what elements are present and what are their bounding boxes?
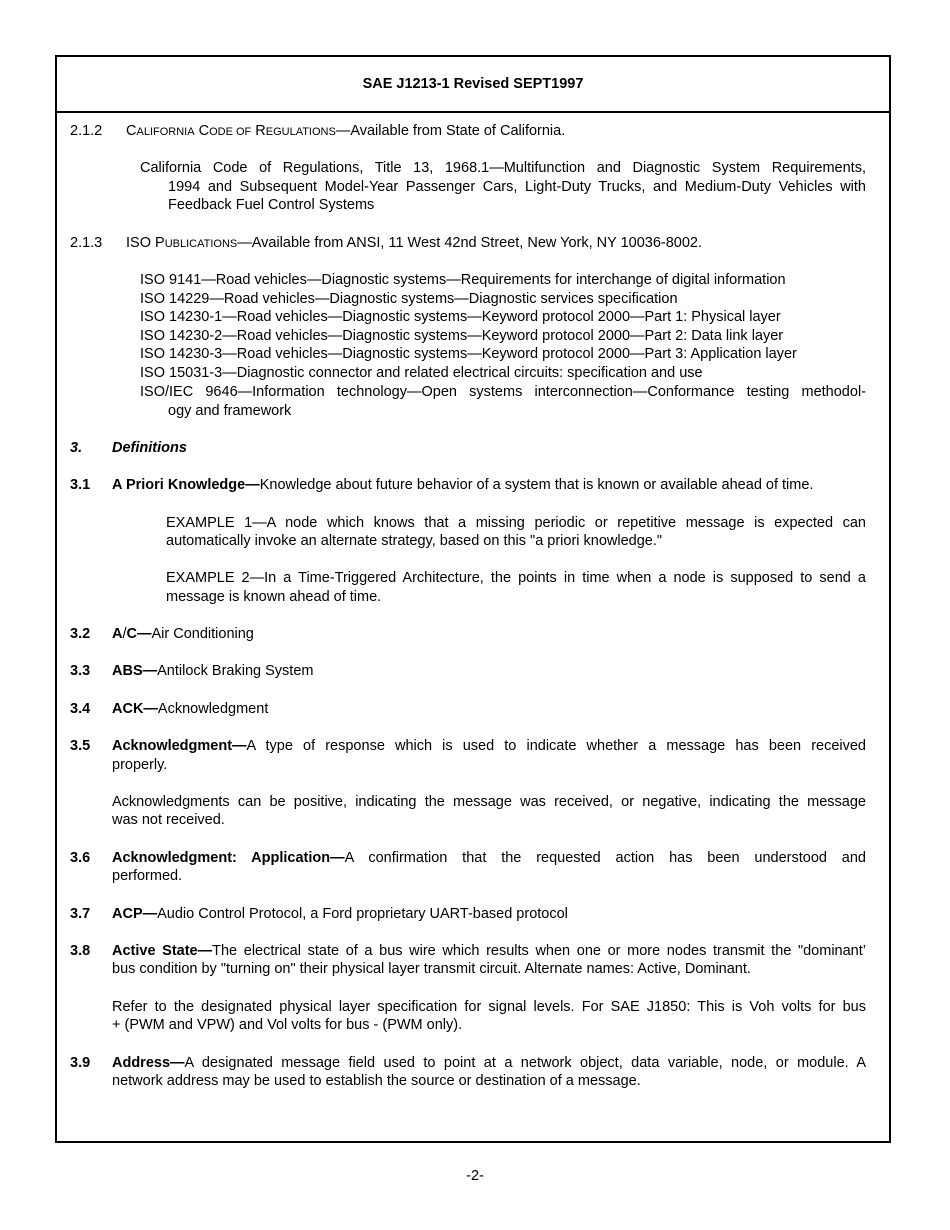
definition-number: 3.1 [70, 477, 91, 493]
definition-entry: Acknowledgment: Application—A confirmation that the requested action has been understood and [112, 850, 866, 866]
definition-text: Acknowledgments can be positive, indicating the message was received, or negative, indicating the message [112, 794, 866, 810]
document-header [57, 57, 889, 113]
definition-entry: Active State—The electrical state of a bus wire which results when one or more nodes transmit the "dominant’ [112, 943, 866, 959]
reference-item: ISO 9141—Road vehicles—Diagnostic systems—Requirements for interchange of digital information [140, 272, 786, 288]
section-number: 3. [70, 440, 83, 456]
definition-number: 3.8 [70, 943, 91, 959]
section-heading: CALIFORNIA CODE OF REGULATIONS—Available from State of California. [126, 123, 566, 139]
definition-entry: ACP—Audio Control Protocol, a Ford proprietary UART-based protocol [112, 906, 568, 922]
reference-item: ISO/IEC 9646—Information technology—Open systems interconnection—Conformance testing methodol- [140, 384, 866, 400]
definition-entry: ABS—Antilock Braking System [112, 663, 314, 679]
reference-item: ISO 14230-2—Road vehicles—Diagnostic systems—Keyword protocol 2000—Part 2: Data link layer [140, 328, 784, 344]
definition-number: 3.7 [70, 906, 91, 922]
definition-number: 3.4 [70, 701, 91, 717]
section-number: 2.1.3 [70, 235, 103, 251]
reference-item: ISO 14229—Road vehicles—Diagnostic systems—Diagnostic services specification [140, 291, 678, 307]
definition-text: bus condition by "turning on" their physical layer transmit circuit. Alternate names: Active, Dominant. [112, 961, 751, 977]
definition-number: 3.5 [70, 738, 91, 754]
section-number: 2.1.2 [70, 123, 103, 139]
section-title: Definitions [112, 440, 187, 456]
example-text: EXAMPLE 2—In a Time-Triggered Architecture, the points in time when a node is supposed to send a [166, 570, 866, 586]
document-title: SAE J1213-1 Revised SEPT1997 [362, 76, 584, 92]
definition-text: + (PWM and VPW) and Vol volts for bus - (PWM only). [112, 1017, 463, 1033]
reference-item: ISO 15031-3—Diagnostic connector and related electrical circuits: specification and use [140, 365, 703, 381]
definition-number: 3.3 [70, 663, 91, 679]
page-number: -2- [466, 1168, 484, 1184]
example-text: automatically invoke an alternate strategy, based on this "a priori knowledge." [166, 533, 663, 549]
definition-entry: Address—A designated message field used to point at a network object, data variable, node, or module. A [112, 1055, 866, 1071]
reference-item: ISO 14230-3—Road vehicles—Diagnostic systems—Keyword protocol 2000—Part 3: Application layer [140, 346, 797, 362]
definition-number: 3.2 [70, 626, 91, 642]
definition-text: Refer to the designated physical layer specification for signal levels. For SAE J1850: This is Voh volts for bus [112, 999, 866, 1015]
definition-entry: Acknowledgment—A type of response which is used to indicate whether a message has been received [112, 738, 866, 754]
definition-text: network address may be used to establish the source or destination of a message. [112, 1073, 641, 1089]
reference-text: California Code of Regulations, Title 13, 1968.1—Multifunction and Diagnostic System Requirements, [140, 160, 866, 176]
definition-number: 3.9 [70, 1055, 91, 1071]
definition-number: 3.6 [70, 850, 91, 866]
reference-text: 1994 and Subsequent Model-Year Passenger Cars, Light-Duty Trucks, and Medium-Duty Vehicles with [168, 179, 866, 195]
section-heading: ISO PUBLICATIONS—Available from ANSI, 11 West 42nd Street, New York, NY 10036-8002. [126, 235, 703, 251]
definition-entry: A/C—Air Conditioning [112, 626, 254, 642]
definition-text: performed. [112, 868, 183, 884]
definition-text: was not received. [112, 812, 225, 828]
reference-text: Feedback Fuel Control Systems [168, 197, 375, 213]
definition-entry: A Priori Knowledge—Knowledge about future behavior of a system that is known or available ahead of time. [112, 477, 814, 493]
reference-item: ISO 14230-1—Road vehicles—Diagnostic systems—Keyword protocol 2000—Part 1: Physical layer [140, 309, 781, 325]
example-text: EXAMPLE 1—A node which knows that a missing periodic or repetitive message is expected can [166, 515, 866, 531]
definition-entry: ACK—Acknowledgment [112, 701, 269, 717]
definition-text: properly. [112, 757, 168, 773]
example-text: message is known ahead of time. [166, 589, 382, 605]
reference-item: ogy and framework [168, 403, 292, 419]
